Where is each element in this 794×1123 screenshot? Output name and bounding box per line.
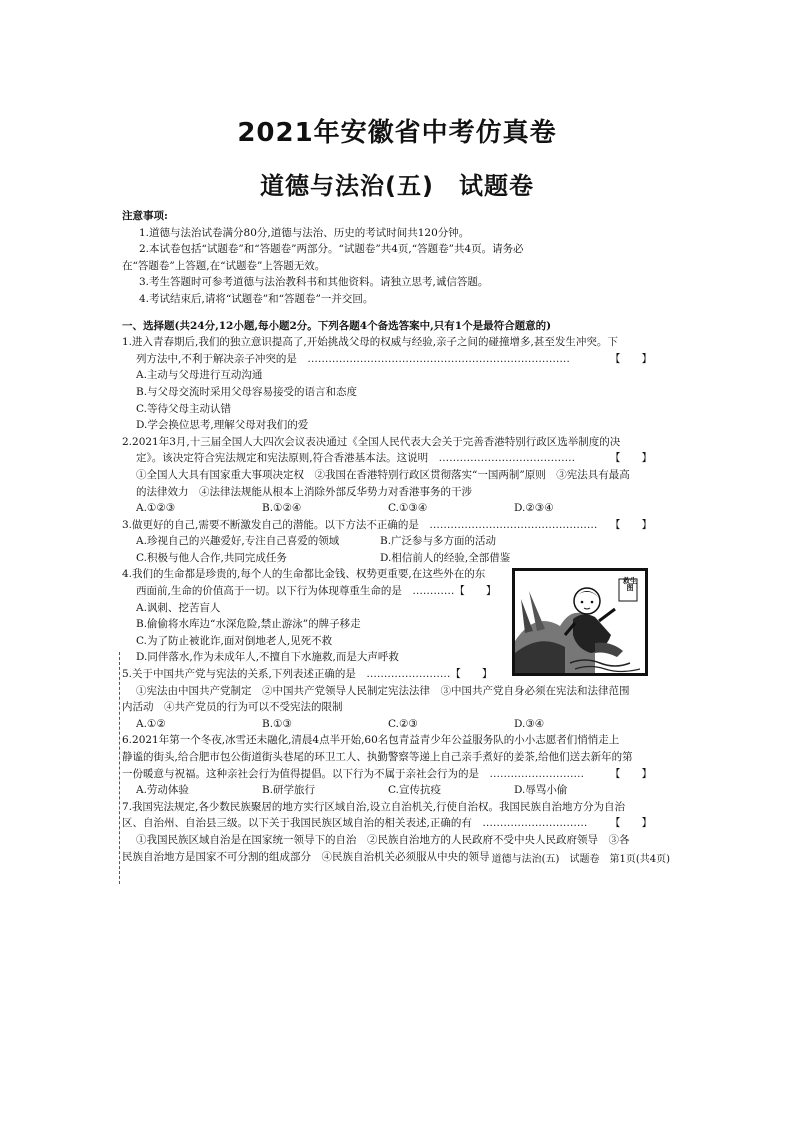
notes-block (122, 208, 652, 308)
option-a: A.劳动体验 (136, 784, 189, 797)
option-d: D.辱骂小偷 (514, 784, 568, 797)
question-2-statements-line2: 的法律效力 ④法律法规能从根本上消除外部反华势力对香港事务的干涉 (136, 485, 472, 498)
question-4-stem-line1: 4.我们的生命都是珍贵的,每个人的生命都比金钱、权势更重要,在这些外在的东 (122, 568, 486, 581)
question-7-statements-line2: 民族自治地方是国家不可分割的组成部分 ④民族自治机关必须服从中央的领导 (122, 850, 490, 863)
question-1 (122, 334, 652, 434)
answer-bracket: 【 】 (610, 452, 652, 465)
note-item-4: 4.考试结束后,请将“试题卷”和“答题卷”一并交回。 (139, 292, 374, 305)
note-item-3: 3.考生答题时可参考道德与法治教科书和其他资料。请独立思考,诚信答题。 (139, 276, 489, 289)
question-4-option-d: D.同伴落水,作为未成年人,不擅自下水施救,而是大声呼救 (136, 651, 399, 664)
option-d: D.③④ (514, 717, 545, 730)
note-item-2-continued: 在“答题卷”上答题,在“试题卷”上答题无效。 (122, 259, 326, 272)
question-3-options-row2 (122, 550, 652, 567)
question-2 (122, 434, 652, 517)
question-3-stem: 3.做更好的自己,需要不断激发自己的潜能。以下方法不正确的是 ………………………………………… 【 】 (122, 517, 652, 534)
question-5-options (122, 716, 652, 733)
question-4-option-c: C.为了防止被讹诈,面对倒地老人,见死不救 (136, 634, 333, 647)
question-1-option-b: B.与父母交流时采用父母容易接受的语言和态度 (136, 385, 358, 398)
option-b: B.研学旅行 (262, 784, 316, 797)
option-d: D.相信前人的经验,全部借鉴 (380, 551, 511, 564)
question-6 (122, 732, 652, 798)
question-2-statements-line1: ①全国人大具有国家重大事项决定权 ②我国在香港特别行政区贯彻落实“一国两制”原则 ③宪法具有最高 (136, 468, 630, 481)
question-5-statements-line1: ①宪法由中国共产党制定 ②中国共产党领导人民制定宪法法律 ③中国共产党自身必须在宪法和法律范围 (136, 684, 630, 697)
note-item-1: 1.道德与法治试卷满分80分,道德与法治、历史的考试时间共120分钟。 (139, 226, 470, 239)
option-b: B.①②④ (262, 502, 302, 515)
exam-subtitle: 道德与法治(五) 试题卷 (260, 172, 534, 200)
answer-bracket: 【 】 (454, 585, 497, 598)
question-5-stem: 5.关于中国共产党与宪法的关系,下列表述正确的是 ……………………【 】 (122, 668, 493, 681)
option-a: A.①② (136, 717, 166, 730)
question-4-option-b: B.偷偷将水库边“水深危险,禁止游泳”的牌子移走 (136, 618, 361, 631)
page-footer: 道德与法治(五) 试题卷 第1页(共4页) (491, 854, 670, 865)
option-c: C.①③④ (388, 502, 428, 515)
question-1-option-d: D.学会换位思考,理解父母对我们的爱 (136, 419, 309, 432)
option-c: C.积极与他人合作,共同完成任务 (136, 551, 287, 564)
exam-title: 2021年安徽省中考仿真卷 (237, 118, 557, 148)
question-6-options (122, 782, 652, 799)
answer-bracket: 【 】 (610, 767, 652, 780)
question-3-options-row1 (122, 533, 652, 550)
binding-dashed-line (119, 652, 120, 884)
question-2-stem-line1: 2.2021年3月,十三届全国人大四次会议表决通过《全国人民代表大会关于完善香港特别行政区选举制度的决 (122, 435, 621, 448)
option-d: D.②③④ (514, 502, 554, 515)
question-1-stem-line2: 列方法中,不利于解决亲子冲突的是 ………………………………………………………………… 【 】 (122, 351, 652, 368)
notes-heading: 注意事项: (122, 210, 168, 222)
question-6-stem-line1: 6.2021年第一个冬夜,冰雪还未融化,清晨4点半开始,60名包青益青少年公益服务队的小小志愿者们悄悄走上 (122, 734, 620, 747)
question-6-stem-line3: 一份暖意与祝福。这种亲社会行为值得提倡。以下行为不属于亲社会行为的是 ……………………… 【 】 (122, 766, 652, 783)
question-4-stem-line2: 西面前,生命的价值高于一切。以下行为体现尊重生命的是 …………【 】 (136, 585, 497, 598)
question-1-option-a: A.主动与父母进行互动沟通 (136, 369, 263, 382)
question-6-stem-line2: 静谧的街头,给合肥市包公街道街头巷尾的环卫工人、执勤警察等递上自己亲手煮好的姜茶,给他们送去新年的第 (122, 751, 633, 763)
question-7-statements-line1: ①我国民族区域自治是在国家统一领导下的自治 ②民族自治地方的人民政府不受中央人民政府领导 ③各 (136, 833, 630, 846)
section-heading: 一、选择题(共24分,12小题,每小题2分。下列各题4个备选答案中,只有1个是最符合题意的) (122, 319, 552, 332)
option-c: C.②③ (388, 717, 418, 730)
question-3 (122, 517, 652, 567)
answer-bracket: 【 】 (450, 668, 493, 681)
question-5 (122, 683, 652, 733)
answer-bracket: 【 】 (610, 518, 652, 531)
exam-content (122, 208, 652, 865)
question-4-option-a: A.讽刺、挖苦盲人 (136, 601, 221, 614)
question-1-option-c: C.等待父母主动认错 (136, 402, 231, 415)
question-5-statements-line2: 内活动 ④共产党员的行为可以不受宪法的限制 (122, 701, 343, 714)
lifesaving-illustration (512, 568, 648, 676)
answer-bracket: 【 】 (610, 352, 652, 365)
option-b: B.广泛参与多方面的活动 (380, 535, 497, 548)
question-4-block (122, 566, 652, 682)
answer-bracket: 【 】 (610, 817, 652, 830)
option-a: A.①②③ (136, 502, 176, 515)
illustration-seal-label: 救生图 (623, 576, 637, 593)
question-2-stem-line2: 定》。该决定符合宪法规定和宪法原则,符合香港基本法。这说明 ………………………………… 【 】 (122, 450, 652, 467)
option-a: A.珍视自己的兴趣爱好,专注自己喜爱的领域 (136, 535, 340, 548)
note-item-2: 2.本试卷包括“试题卷”和“答题卷”两部分。“试题卷”共4页,“答题卷”共4页。请务必 (139, 243, 524, 256)
option-c: C.宣传抗疫 (388, 784, 441, 797)
question-7-stem-line1: 7.我国宪法规定,各少数民族聚居的地方实行区域自治,设立自治机关,行使自治权。我国民族自治地方分为自治 (122, 800, 626, 813)
option-b: B.①③ (262, 717, 292, 730)
question-2-options (122, 500, 652, 517)
question-4 (122, 566, 506, 682)
question-7-stem-line2: 区、自治州、自治县三级。以下关于我国民族区域自治的相关表述,正确的有 ………………………… 【 】 (122, 815, 652, 832)
question-1-stem-line1: 1.进入青春期后,我们的独立意识提高了,开始挑战父母的权威与经验,亲子之间的碰撞增多,甚至发生冲突。下 (122, 336, 618, 349)
